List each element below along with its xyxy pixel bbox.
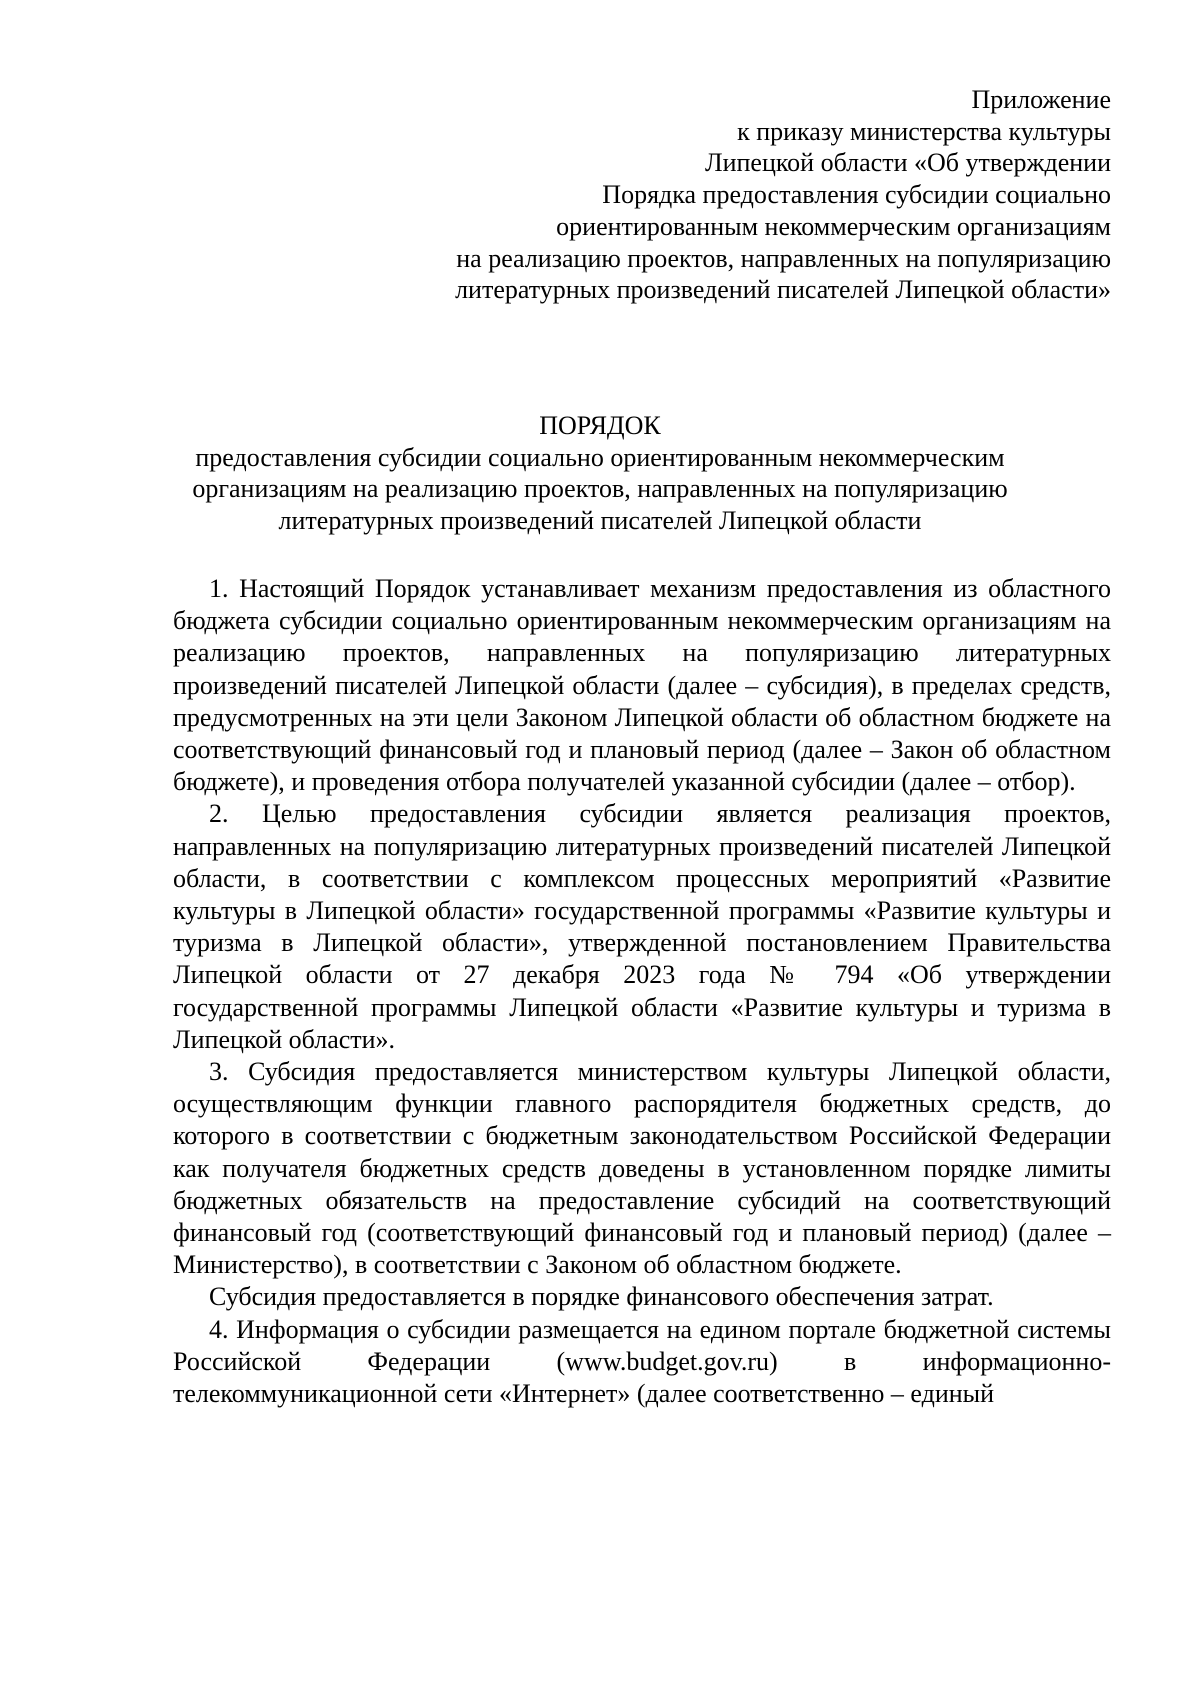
document-subtitle-line: организациям на реализацию проектов, направленных на популяризацию — [192, 474, 1008, 504]
paragraph-2: 2. Целью предоставления субсидии является реализация проектов, направленных на популяризацию литературных произведений писателей Липецкой области, в соответствии с комплексом процессных мероприятий «Развитие культуры в Липецкой области» государственной программы «Развитие культуры и туризма в Липецкой области», утвержденной постановлением Правительства Липецкой области от 27 декабря 2023 года № 794 «Об утверждении государственной программы Липецкой области «Развитие культуры и туризма в Липецкой области». — [173, 799, 1111, 1054]
document-body — [173, 573, 1111, 1410]
document-heading: ПОРЯДОК — [539, 411, 661, 440]
paragraph-3-financing: Субсидия предоставляется в порядке финансового обеспечения затрат. — [209, 1282, 994, 1312]
appendix-line: ориентированным некоммерческим организациям — [556, 211, 1111, 241]
appendix-line: Липецкой области «Об утверждении — [704, 148, 1111, 178]
document-subtitle-line: предоставления субсидии социально ориентированным некоммерческим — [195, 442, 1005, 472]
paragraph-3: 3. Субсидия предоставляется министерством культуры Липецкой области, осуществляющим функции главного распорядителя бюджетных средств, до которого в соответствии с бюджетным законодательством Российской Федерации как получателя бюджетных средств доведены в установленном порядке лимиты бюджетных обязательств на предоставление субсидий на соответствующий финансовый год (соответствующий финансовый год и плановый период) (далее – Министерство), в соответствии с Законом об областном бюджете. — [173, 1057, 1111, 1280]
paragraph-4: 4. Информация о субсидии размещается на едином портале бюджетной системы Российской Федерации (www.budget.gov.ru) в информационно-телекоммуникационной сети «Интернет» (далее соответственно – единый — [173, 1314, 1111, 1409]
document-subtitle-line: литературных произведений писателей Липецкой области — [278, 506, 922, 536]
appendix-line: Порядка предоставления субсидии социально — [602, 180, 1111, 210]
appendix-line: Приложение — [971, 85, 1111, 114]
document-title-block — [150, 410, 1050, 537]
appendix-line: литературных произведений писателей Липецкой области» — [455, 275, 1111, 305]
appendix-line: на реализацию проектов, направленных на популяризацию — [456, 243, 1111, 273]
appendix-header — [351, 84, 1111, 306]
appendix-line: к приказу министерства культуры — [737, 116, 1111, 146]
paragraph-1: 1. Настоящий Порядок устанавливает механизм предоставления из областного бюджета субсидии социально ориентированным некоммерческим организациям на реализацию проектов, направленных на популяризацию литературных произведений писателей Липецкой области (далее – субсидия), в пределах средств, предусмотренных на эти цели Законом Липецкой области об областном бюджете на соответствующий финансовый год и плановый период (далее – Закон об областном бюджете), и проведения отбора получателей указанной субсидии (далее – отбор). — [173, 574, 1111, 797]
